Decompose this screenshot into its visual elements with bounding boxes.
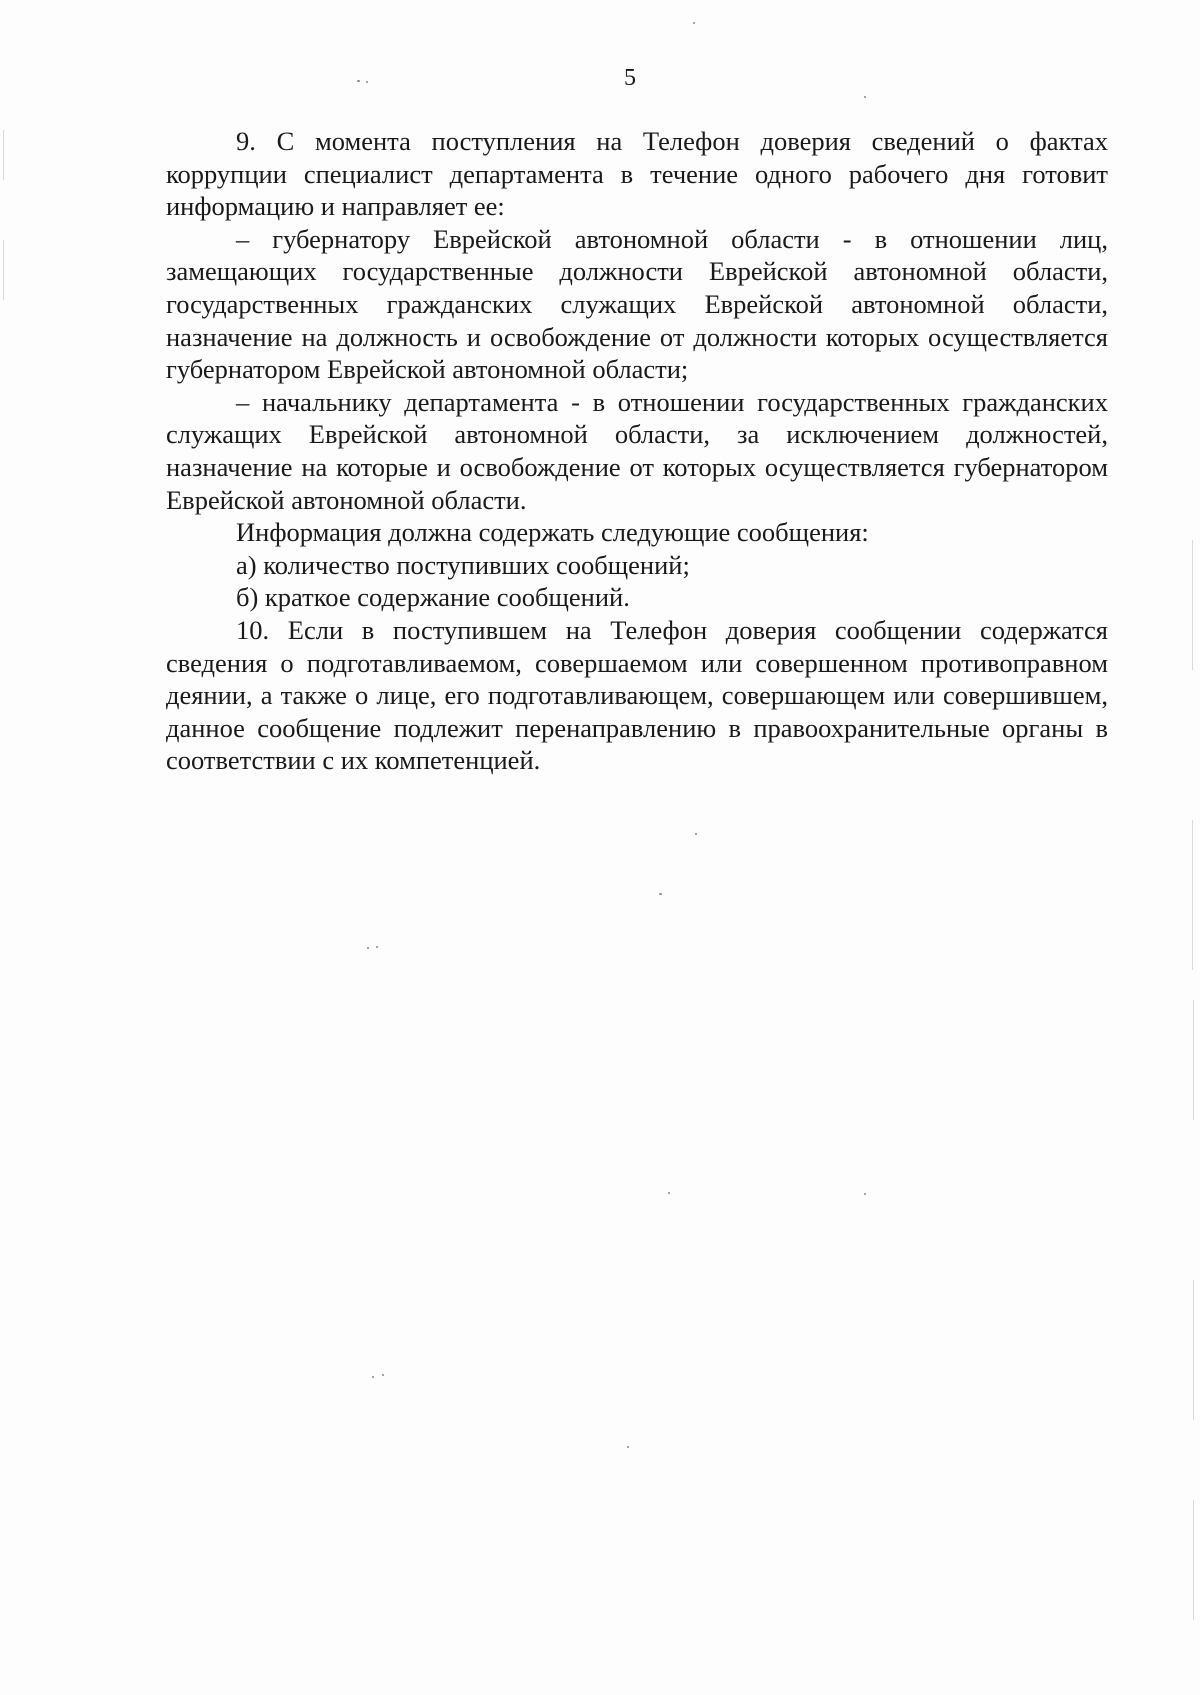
scan-speck xyxy=(668,1192,670,1194)
scan-speck xyxy=(695,833,697,835)
paragraph-10: 10. Если в поступившем на Телефон доверия сообщении содержатся сведения о подготавливаемом, совершаемом или совершенном противоправном деянии, а также о лице, его подготавливающем, совершающем или совершившем, данное сообщение подлежит перенаправлению в правоохранительные органы в соответствии с их компетенцией. xyxy=(166,614,1108,776)
list-item-b: б) краткое содержание сообщений. xyxy=(236,582,630,613)
scan-speck xyxy=(659,893,662,895)
paragraph-information-content: Информация должна содержать следующие сообщения: xyxy=(236,517,869,548)
scan-edge-line xyxy=(3,130,4,180)
scan-speck xyxy=(864,1193,866,1195)
scan-speck xyxy=(357,80,360,82)
scan-speck xyxy=(376,946,378,948)
scan-speck xyxy=(627,1446,629,1448)
paragraph-governor-item: – губернатору Еврейской автономной области - в отношении лиц, замещающих государственные должности Еврейской автономной области, государственных гражданских служащих Еврейской автономной области, назначение на должность и освобождение от должности которых осуществляется губернатором Еврейской автономной области; xyxy=(166,223,1108,385)
scan-edge-line xyxy=(1192,820,1193,970)
scan-edge-line xyxy=(3,240,4,300)
scan-edge-line xyxy=(1193,1000,1194,1120)
list-item-a: а) количество поступивших сообщений; xyxy=(236,549,690,580)
paragraph-department-head-item: – начальнику департамента - в отношении государственных гражданских служащих Еврейской автономной области, за исключением должностей, назначение на которые и освобождение от которых осуществляется губернатором Еврейской автономной области. xyxy=(166,386,1108,515)
page-number: 5 xyxy=(624,65,636,91)
document-body xyxy=(166,125,1108,777)
scan-speck xyxy=(366,81,368,83)
paragraph-9: 9. С момента поступления на Телефон доверия сведений о фактах коррупции специалист департамента в течение одного рабочего дня готовит информацию и направляет ее: xyxy=(166,126,1108,222)
scan-speck xyxy=(382,1374,384,1376)
scan-edge-line xyxy=(1193,1500,1194,1620)
scan-edge-line xyxy=(1193,1280,1194,1420)
scan-speck xyxy=(367,947,369,949)
scan-speck xyxy=(372,1376,374,1378)
scan-speck xyxy=(693,22,695,24)
scan-edge-line xyxy=(1192,540,1193,670)
scan-speck xyxy=(864,96,866,98)
